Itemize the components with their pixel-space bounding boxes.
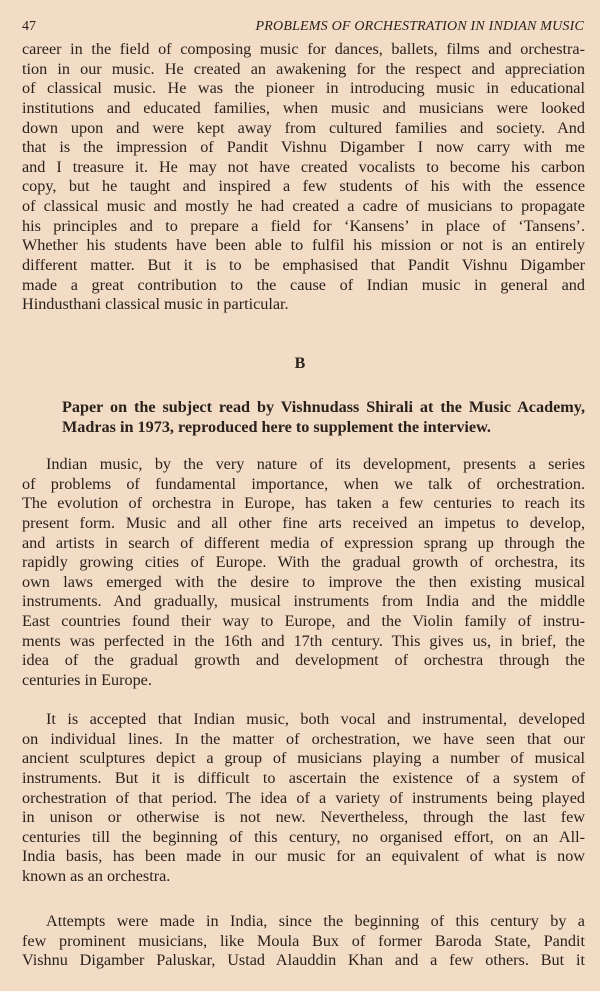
text-line: centuries in Europe. — [22, 671, 152, 690]
text-line: Paper on the subject read by Vishnudass Shirali at the Music Academy, — [62, 398, 585, 416]
page-number: 47 — [22, 19, 36, 34]
text-line: institutions and educated families, when music and musicians were looked — [22, 98, 585, 117]
text-line: Whether his students have been able to fulfil his mission or not is an entirely — [22, 236, 585, 255]
text-line: orchestration of that period. The idea of a variety of instruments being played — [22, 788, 585, 807]
text-line: ancient sculptures depict a group of musicians playing a number of musical — [22, 749, 585, 768]
running-title: PROBLEMS OF ORCHESTRATION IN INDIAN MUSIC — [255, 19, 584, 34]
text-line: that is the impression of Pandit Vishnu Digamber I now carry with me — [22, 138, 585, 157]
text-line: centuries till the beginning of this century, no organised effort, on an All- — [22, 827, 585, 846]
text-line: made a great contribution to the cause of Indian music in general and — [22, 275, 585, 294]
running-header — [22, 19, 584, 39]
text-line: The evolution of orchestra in Europe, has taken a few centuries to reach its — [22, 494, 585, 513]
text-line: Madras in 1973, reproduced here to supplement the interview. — [62, 417, 491, 436]
paragraph-3 — [22, 710, 585, 887]
paragraph-2 — [22, 455, 585, 691]
text-line: present form. Music and all other fine arts received an impetus to develop, — [22, 513, 585, 532]
text-line: tion in our music. He created an awakening for the respect and appreciation — [22, 59, 585, 78]
text-line: his principles and to prepare a field for ‘Kansens’ in place of ‘Tansens’. — [22, 216, 585, 235]
text-line: instruments. And gradually, musical instruments from India and the middle — [22, 592, 585, 611]
text-line: of classical music. He was the pioneer in introducing music in educational — [22, 79, 585, 98]
paragraph-1 — [22, 40, 585, 315]
text-line: career in the field of composing music for dances, ballets, films and orchestra- — [22, 40, 585, 58]
text-line: on individual lines. In the matter of orchestration, we have seen that our — [22, 729, 585, 748]
text-line: own laws emerged with the desire to improve the then existing musical — [22, 572, 585, 591]
text-line: and I treasure it. He may not have created vocalists to become his carbon — [22, 157, 585, 176]
section-heading: B — [294, 355, 306, 372]
text-line: different matter. But it is to be emphasised that Pandit Vishnu Digamber — [22, 256, 585, 275]
text-line: of classical music and mostly he had created a cadre of musicians to propagate — [22, 197, 585, 216]
text-line: idea of the gradual growth and development of orchestra through the — [22, 651, 585, 670]
text-line: East countries found their way to Europe, and the Violin family of instru- — [22, 612, 585, 631]
text-line: and artists in search of different media of expression sprang up through the — [22, 533, 585, 552]
text-line: rapidly growing cities of Europe. With the gradual growth of orchestra, its — [22, 553, 585, 572]
text-line: in unison or otherwise is not new. Nevertheless, through the last few — [22, 808, 585, 827]
text-line: Vishnu Digamber Paluskar, Ustad Alauddin Khan and a few others. But it — [22, 951, 585, 970]
text-line: instruments. But it is difficult to ascertain the existence of a system of — [22, 768, 585, 787]
text-line: known as an orchestra. — [22, 867, 171, 886]
text-line: down upon and were kept away from cultured families and society. And — [22, 118, 585, 137]
text-line: It is accepted that Indian music, both vocal and instrumental, developed — [46, 710, 585, 728]
text-line: copy, but he taught and inspired a few students of his with the essence — [22, 177, 585, 196]
paper-note — [62, 398, 585, 437]
text-line: Attempts were made in India, since the beginning of this century by a — [46, 912, 585, 930]
paragraph-4 — [22, 912, 585, 971]
text-line: of problems of fundamental importance, when we talk of orchestration. — [22, 474, 585, 493]
text-line: ments was perfected in the 16th and 17th century. This gives us, in brief, the — [22, 631, 585, 650]
text-line: few prominent musicians, like Moula Bux of former Baroda State, Pandit — [22, 931, 585, 950]
text-line: Indian music, by the very nature of its development, presents a series — [46, 455, 585, 473]
text-line: Hindusthani classical music in particular. — [22, 295, 289, 314]
text-line: India basis, has been made in our music for an equivalent of what is now — [22, 847, 585, 866]
